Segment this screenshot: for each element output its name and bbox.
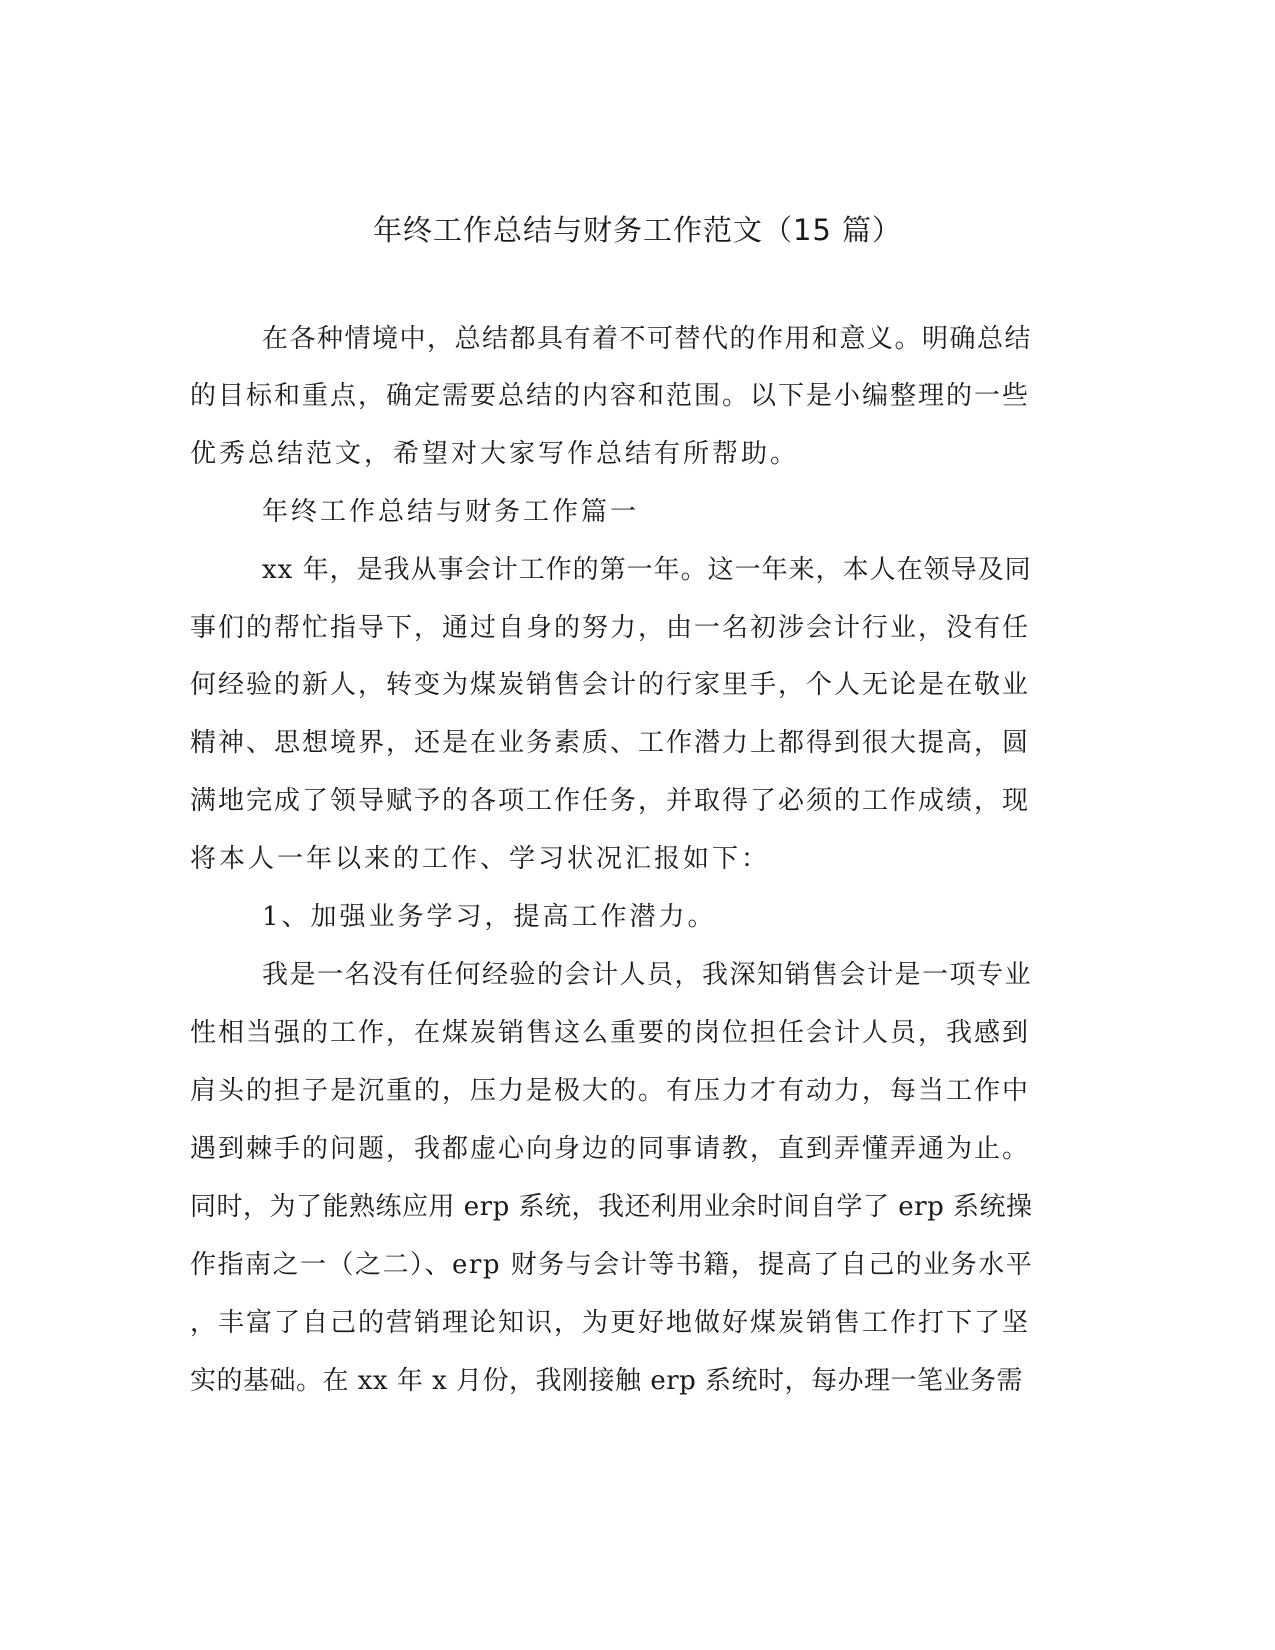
- paragraph-line: 事们的帮忙指导下，通过自身的努力，由一名初涉会计行业，没有任: [190, 613, 1031, 643]
- paragraph-line: ，丰富了自己的营销理论知识，为更好地做好煤炭销售工作打下了坚: [190, 1308, 1031, 1338]
- paragraph-line: 作指南之一（之二）、erp 财务与会计等书籍，提高了自己的业务水平: [190, 1250, 1034, 1280]
- paragraph-line: 同时，为了能熟练应用 erp 系统，我还利用业余时间自学了 erp 系统操: [190, 1192, 1033, 1222]
- paragraph-line: 精神、思想境界，还是在业务素质、工作潜力上都得到很大提高，圆: [190, 728, 1031, 758]
- list-item: 1、加强业务学习，提高工作潜力。: [262, 902, 717, 932]
- section-heading: 年终工作总结与财务工作篇一: [262, 497, 640, 527]
- document-title: 年终工作总结与财务工作范文（15 篇）: [372, 213, 903, 247]
- paragraph-line: 满地完成了领导赋予的各项工作任务，并取得了必须的工作成绩，现: [190, 786, 1031, 816]
- paragraph-line: 将本人一年以来的工作、学习状况汇报如下：: [190, 844, 771, 874]
- paragraph-line: xx 年，是我从事会计工作的第一年。这一年来，本人在领导及同: [262, 555, 1032, 585]
- paragraph-line: 我是一名没有任何经验的会计人员，我深知销售会计是一项专业: [262, 960, 1033, 990]
- paragraph-line: 性相当强的工作，在煤炭销售这么重要的岗位担任会计人员，我感到: [190, 1018, 1031, 1048]
- paragraph-line: 优秀总结范文，希望对大家写作总结有所帮助。: [190, 439, 800, 469]
- paragraph-line: 的目标和重点，确定需要总结的内容和范围。以下是小编整理的一些: [190, 381, 1031, 411]
- paragraph-line: 实的基础。在 xx 年 x 月份，我刚接触 erp 系统时，每办理一笔业务需: [190, 1366, 1024, 1396]
- paragraph-line: 在各种情境中，总结都具有着不可替代的作用和意义。明确总结: [262, 324, 1033, 354]
- paragraph-line: 遇到棘手的问题，我都虚心向身边的同事请教，直到弄懂弄通为止。: [190, 1134, 1031, 1164]
- paragraph-line: 何经验的新人，转变为煤炭销售会计的行家里手，个人无论是在敬业: [190, 670, 1031, 700]
- paragraph-line: 肩头的担子是沉重的，压力是极大的。有压力才有动力，每当工作中: [190, 1076, 1031, 1106]
